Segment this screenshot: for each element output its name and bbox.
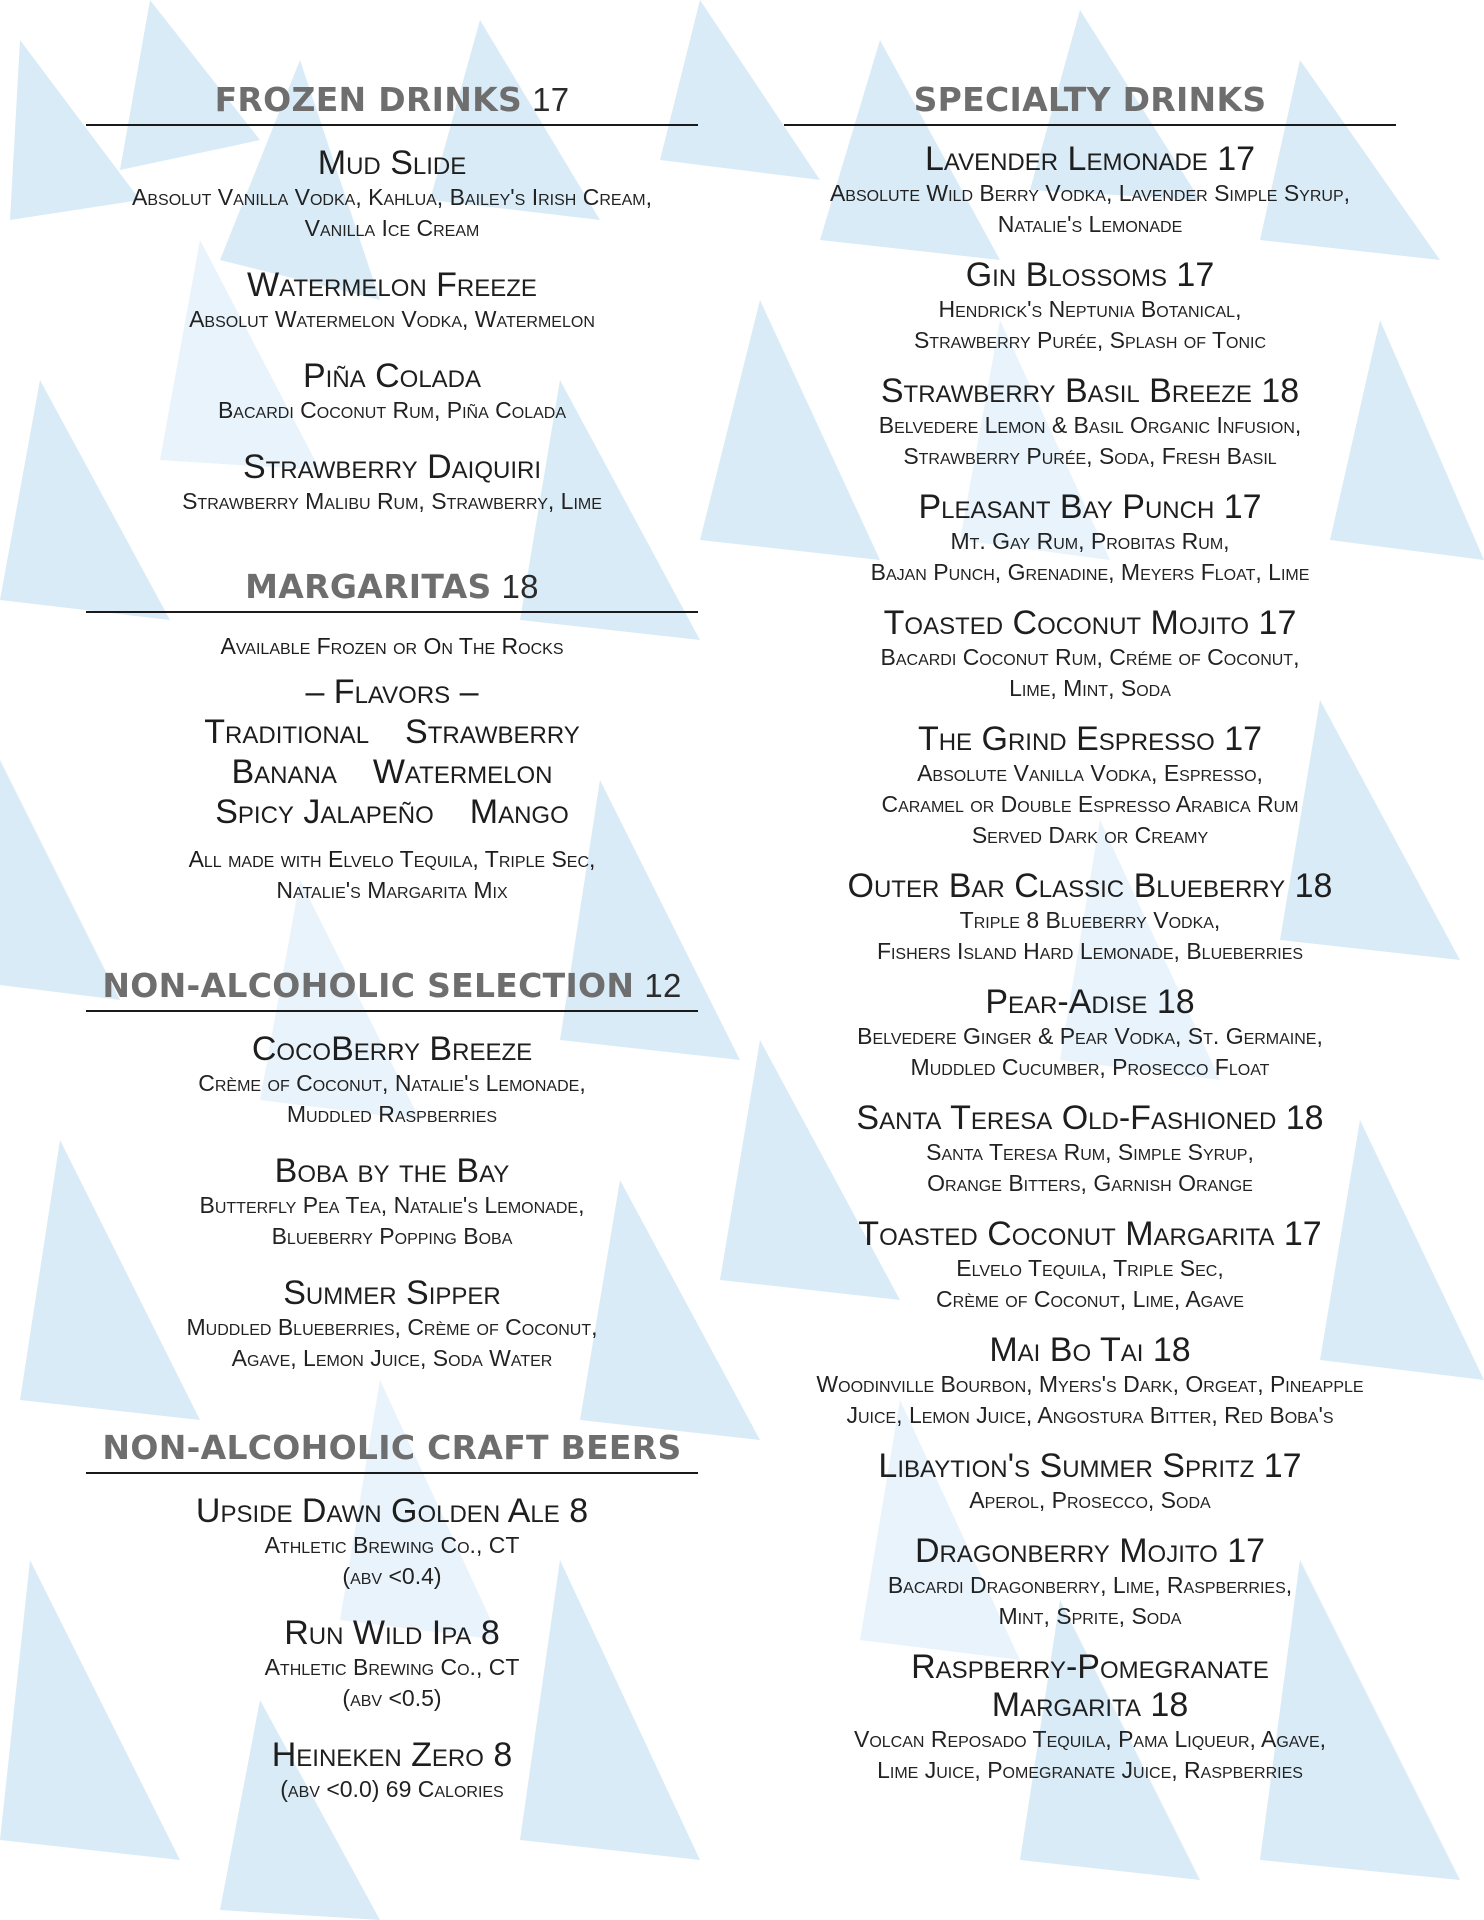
menu-item [86, 1274, 698, 1374]
flavor-row [86, 752, 698, 792]
right-column [784, 0, 1396, 1826]
craft-beers-header [86, 1428, 698, 1474]
item-description: Bacardi Coconut Rum, Piña Colada [217, 397, 567, 423]
item-description: Lime Juice, Pomegranate Juice, Raspberries [877, 1757, 1303, 1783]
item-description: Mt. Gay Rum, Probitas Rum, [950, 528, 1230, 554]
section-title: NON-ALCOHOLIC SELECTION [102, 966, 635, 1005]
item-name: Boba by the Bay [274, 1152, 510, 1190]
item-description: Triple 8 Blueberry Vodka, [959, 907, 1221, 933]
item-description: Bajan Punch, Grenadine, Meyers Float, Lime [870, 559, 1310, 585]
flavor: Spicy Jalapeño [215, 793, 434, 831]
menu-item [784, 983, 1396, 1083]
flavor: Strawberry [405, 713, 580, 751]
flavor: Mango [469, 793, 569, 831]
section-price: 18 [501, 568, 539, 605]
item-name: Toasted Coconut Mojito 17 [883, 604, 1297, 642]
item-description: Bacardi Coconut Rum, Créme of Coconut, [880, 644, 1300, 670]
item-description: Santa Teresa Rum, Simple Syrup, [926, 1139, 1254, 1165]
item-description: Elvelo Tequila, Triple Sec, [956, 1255, 1224, 1281]
section-price: 17 [532, 81, 570, 118]
item-description: Caramel or Double Espresso Arabica Rum [881, 791, 1299, 817]
item-description: (abv <0.0) 69 Calories [280, 1776, 504, 1802]
section-title: MARGARITAS [245, 567, 492, 606]
non-alcoholic-header [86, 966, 698, 1012]
item-name: Pear-Adise 18 [985, 983, 1195, 1021]
item-description: Butterfly Pea Tea, Natalie's Lemonade, [199, 1192, 585, 1218]
item-description: Absolut Watermelon Vodka, Watermelon [189, 306, 595, 332]
item-description: Muddled Cucumber, Prosecco Float [910, 1054, 1270, 1080]
menu-item [784, 140, 1396, 240]
menu-item [784, 256, 1396, 356]
menu-item [784, 488, 1396, 588]
item-description: Aperol, Prosecco, Soda [969, 1487, 1211, 1513]
item-description: Athletic Brewing Co., CT [264, 1654, 520, 1680]
margaritas-header [86, 567, 698, 613]
item-description: Muddled Blueberries, Crème of Coconut, [186, 1314, 598, 1340]
item-description: Bacardi Dragonberry, Lime, Raspberries, [887, 1572, 1293, 1598]
made-with-note: Natalie's Margarita Mix [276, 877, 508, 903]
menu-item [86, 1736, 698, 1805]
flavor: Banana [231, 753, 337, 791]
item-description: Strawberry Malibu Rum, Strawberry, Lime [182, 488, 602, 514]
item-name: Margarita 18 [991, 1686, 1189, 1724]
margaritas-section [86, 567, 698, 906]
item-description: Volcan Reposado Tequila, Pama Liqueur, Agave, [853, 1726, 1327, 1752]
item-description: Agave, Lemon Juice, Soda Water [231, 1345, 553, 1371]
item-description: Muddled Raspberries [286, 1101, 498, 1127]
menu-item [86, 448, 698, 517]
flavor: Traditional [204, 713, 370, 751]
left-column [86, 0, 698, 1845]
item-description: Absolute Vanilla Vodka, Espresso, [917, 760, 1263, 786]
item-description: Athletic Brewing Co., CT [264, 1532, 520, 1558]
frozen-drinks-section [86, 80, 698, 517]
section-title: NON-ALCOHOLIC CRAFT BEERS [102, 1428, 682, 1467]
craft-beers-section [86, 1428, 698, 1805]
item-description: Juice, Lemon Juice, Angostura Bitter, Red Boba's [846, 1402, 1334, 1428]
item-name: CocoBerry Breeze [251, 1030, 533, 1068]
menu-item [86, 1152, 698, 1252]
item-name: Heineken Zero 8 [271, 1736, 513, 1774]
item-name: Raspberry-Pomegranate [911, 1648, 1269, 1686]
specialty-drinks-section [784, 80, 1396, 1786]
item-name: Pleasant Bay Punch 17 [918, 488, 1262, 526]
section-price: 12 [644, 967, 682, 1004]
item-description: Crème of Coconut, Natalie's Lemonade, [198, 1070, 586, 1096]
item-description: Orange Bitters, Garnish Orange [927, 1170, 1253, 1196]
item-description: Hendrick's Neptunia Botanical, [938, 296, 1242, 322]
item-description: Lime, Mint, Soda [1009, 675, 1171, 701]
item-name: Strawberry Daiquiri [242, 448, 542, 486]
menu-item [784, 372, 1396, 472]
frozen-drinks-header [86, 80, 698, 126]
flavor-row [86, 712, 698, 752]
item-description: Fishers Island Hard Lemonade, Blueberries [876, 938, 1304, 964]
specialty-list [784, 140, 1396, 1786]
menu-item [86, 1614, 698, 1714]
item-description: Natalie's Lemonade [997, 211, 1183, 237]
item-name: Summer Sipper [283, 1274, 501, 1312]
menu-item [86, 1492, 698, 1592]
specialty-drinks-header [784, 80, 1396, 126]
menu-item [86, 1030, 698, 1130]
item-description: Vanilla Ice Cream [304, 215, 480, 241]
item-name: The Grind Espresso 17 [917, 720, 1263, 758]
section-title: FROZEN DRINKS [214, 80, 523, 119]
menu-item [784, 1447, 1396, 1516]
flavors-title: – Flavors – [305, 673, 479, 711]
item-description: Crème of Coconut, Lime, Agave [936, 1286, 1244, 1312]
item-name: Upside Dawn Golden Ale 8 [195, 1492, 589, 1530]
item-name: Strawberry Basil Breeze 18 [880, 372, 1300, 410]
menu-item [784, 1648, 1396, 1786]
flavor-row [86, 792, 698, 832]
item-name: Toasted Coconut Margarita 17 [858, 1215, 1322, 1253]
menu-item [784, 1331, 1396, 1431]
item-description: Strawberry Purée, Soda, Fresh Basil [903, 443, 1277, 469]
menu-item [784, 1215, 1396, 1315]
item-description: Absolut Vanilla Vodka, Kahlua, Bailey's Irish Cream, [132, 184, 652, 210]
item-description: Belvedere Ginger & Pear Vodka, St. Germaine, [857, 1023, 1323, 1049]
item-name: Libaytion's Summer Spritz 17 [878, 1447, 1302, 1485]
non-alcoholic-section [86, 966, 698, 1374]
menu-item [784, 720, 1396, 851]
item-description: (abv <0.5) [342, 1685, 442, 1711]
item-name: Mud Slide [317, 144, 467, 182]
item-name: Outer Bar Classic Blueberry 18 [847, 867, 1333, 905]
item-name: Piña Colada [302, 357, 482, 395]
menu-item [86, 266, 698, 335]
item-name: Santa Teresa Old-Fashioned 18 [856, 1099, 1324, 1137]
item-description: Absolute Wild Berry Vodka, Lavender Simple Syrup, [829, 180, 1351, 206]
flavor: Watermelon [372, 753, 553, 791]
item-name: Run Wild Ipa 8 [284, 1614, 500, 1652]
item-description: Mint, Sprite, Soda [998, 1603, 1182, 1629]
menu-item [784, 1532, 1396, 1632]
section-title: SPECIALTY DRINKS [913, 80, 1267, 119]
menu-item [86, 144, 698, 244]
menu-item [784, 1099, 1396, 1199]
item-description: Served Dark or Creamy [971, 822, 1209, 848]
item-name: Mai Bo Tai 18 [989, 1331, 1191, 1369]
item-description: Blueberry Popping Boba [271, 1223, 513, 1249]
item-name: Watermelon Freeze [247, 266, 537, 304]
item-description: Strawberry Purée, Splash of Tonic [913, 327, 1267, 353]
menu-item [784, 867, 1396, 967]
item-name: Lavender Lemonade 17 [924, 140, 1256, 178]
menu-item [86, 357, 698, 426]
item-description: (abv <0.4) [342, 1563, 442, 1589]
item-description: Woodinville Bourbon, Myers's Dark, Orgeat, Pineapple [816, 1371, 1364, 1397]
menu-item [784, 604, 1396, 704]
item-name: Dragonberry Mojito 17 [914, 1532, 1266, 1570]
made-with-note: All made with Elvelo Tequila, Triple Sec, [188, 846, 596, 872]
margarita-note: Available Frozen or On The Rocks [220, 633, 564, 659]
item-name: Gin Blossoms 17 [965, 256, 1215, 294]
item-description: Belvedere Lemon & Basil Organic Infusion, [878, 412, 1302, 438]
